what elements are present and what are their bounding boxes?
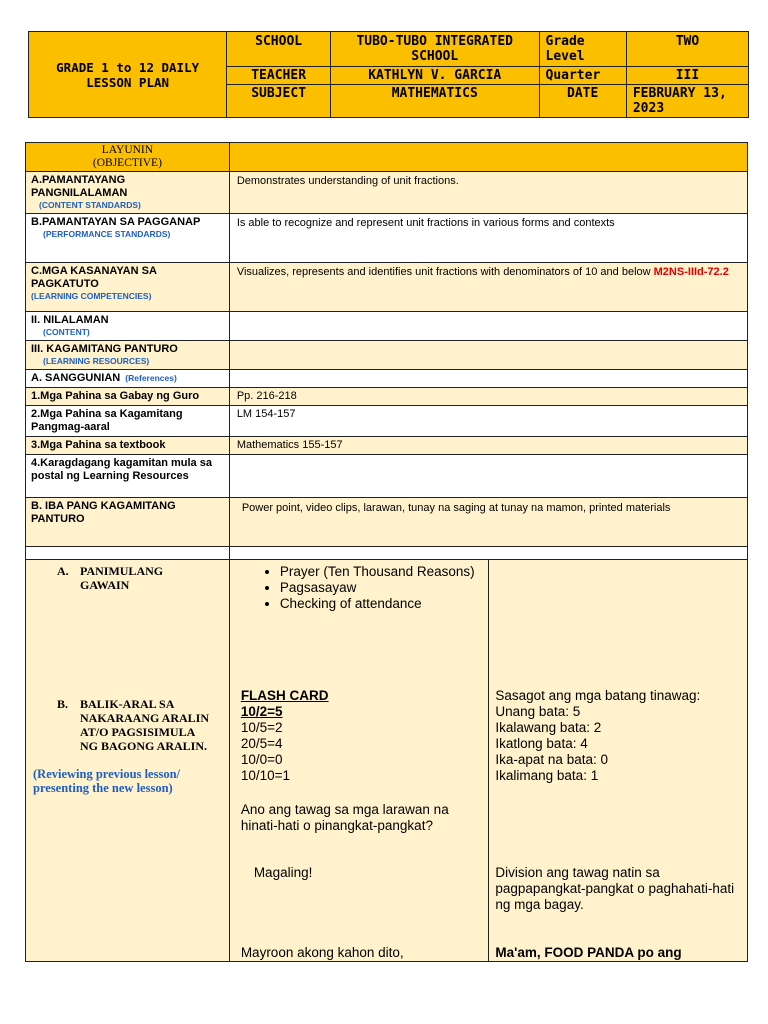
guide-pages-value: Pp. 216-218 (229, 388, 747, 406)
row-sublabel: (CONTENT STANDARDS) (39, 200, 141, 210)
school-label: SCHOOL (227, 32, 331, 67)
guide-pages-label: 1.Mga Pahina sa Gabay ng Guro (26, 388, 230, 406)
subject-label: SUBJECT (227, 85, 331, 118)
learner-material-value: LM 154-157 (229, 406, 747, 437)
teacher-activity-column (229, 560, 489, 962)
objective-title: LAYUNIN (101, 144, 154, 156)
content-label (26, 312, 230, 341)
learning-resources-value (229, 341, 747, 370)
flash-card-item: 10/10=1 (240, 768, 290, 783)
date-label: DATE (539, 85, 626, 118)
subject-value: MATHEMATICS (330, 85, 539, 118)
opening-activity-item: • Checking of attendance (280, 596, 500, 612)
date-value: FEBRUARY 13, 2023 (626, 85, 748, 118)
objective-subtitle: (OBJECTIVE) (92, 157, 162, 169)
references-value (229, 370, 747, 388)
row-label: II. NILALAMAN (31, 314, 109, 326)
learner-material-label: 2.Mga Pahina sa Kagamitang Pangmag-aaral (26, 406, 230, 437)
division-answer: Division ang tawag natin sa pagpapangkat-pangkat o paghahati-hati ng mga bagay. (495, 865, 735, 912)
flash-card-item: 10/5=2 (240, 720, 283, 735)
references-label (26, 370, 230, 388)
additional-materials-label: 4.Karagdagang kagamitan mula sa postal ng Learning Resources (26, 455, 230, 498)
procedure-b (57, 697, 227, 753)
food-panda-answer: Ma'am, FOOD PANDA po ang (495, 945, 682, 960)
procedure-a-label: PANIMULANG GAWAIN (80, 564, 164, 592)
row-sublabel: (LEARNING RESOURCES) (43, 356, 150, 366)
opening-activity-list (230, 564, 500, 612)
row-label: A. SANGGUNIAN (31, 372, 121, 384)
opening-activity-item: • Prayer (Ten Thousand Reasons) (280, 564, 500, 580)
school-value: TUBO-TUBO INTEGRATED SCHOOL (330, 32, 539, 67)
quarter-label: Quarter (539, 67, 626, 85)
row-label: A.PAMANTAYANG PANGNILALAMAN (31, 174, 128, 199)
procedure-labels (26, 560, 230, 962)
row-label: C.MGA KASANAYAN SA PAGKATUTO (31, 265, 157, 290)
objective-heading (26, 143, 230, 172)
flash-card-item: 10/0=0 (240, 752, 283, 767)
box-statement: Mayroon akong kahon dito, (240, 945, 404, 960)
row-sublabel: (LEARNING COMPETENCIES) (31, 291, 152, 301)
quarter-value: III (626, 67, 748, 85)
additional-materials-value (229, 455, 747, 498)
answer-item: Ikatlong bata: 4 (495, 736, 588, 751)
row-label: III. KAGAMITANG PANTURO (31, 343, 178, 355)
row-label: B.PAMANTAYAN SA PAGGANAP (31, 216, 201, 228)
content-value (229, 312, 747, 341)
procedure-b-label: BALIK-ARAL SA NAKARAANG ARALIN AT/O PAGSISIMULA NG BAGONG ARALIN. (80, 697, 210, 753)
praise-text: Magaling! (253, 865, 313, 880)
procedure-a-number: A. (57, 564, 69, 578)
student-response-column (489, 560, 748, 962)
flash-card-item: 20/5=4 (240, 736, 283, 751)
competency-text: Visualizes, represents and identifies unit fractions with denominators of 10 and below (236, 266, 654, 278)
competency-code: M2NS-IIId-72.2 (653, 266, 729, 278)
answers-block (495, 688, 735, 784)
lesson-plan-table (25, 142, 748, 962)
procedure-b-number: B. (57, 697, 69, 711)
teacher-value: KATHLYN V. GARCIA (330, 67, 539, 85)
answer-item: Ika-apat na bata: 0 (495, 752, 608, 767)
header-table (28, 31, 749, 118)
opening-activity-item: • Pagsasayaw (280, 580, 500, 596)
answer-item: Ikalimang bata: 1 (495, 768, 599, 783)
spacer-cell (26, 547, 230, 560)
learning-competencies-label (26, 263, 230, 312)
flash-card-block (241, 688, 481, 784)
learning-competencies-value (229, 263, 747, 312)
answer-item: Ikalawang bata: 2 (495, 720, 602, 735)
other-materials-value: Power point, video clips, larawan, tunay na saging at tunay na mamon, printed materials (229, 498, 747, 547)
procedure-a (57, 564, 222, 592)
answer-item: Unang bata: 5 (495, 704, 581, 719)
teacher-label: TEACHER (227, 67, 331, 85)
spacer-cell (229, 547, 747, 560)
question-text: Ano ang tawag sa mga larawan na hinati-hati o pinangkat-pangkat? (240, 802, 449, 833)
textbook-pages-value: Mathematics 155-157 (229, 437, 747, 455)
answers-intro: Sasagot ang mga batang tinawag: (495, 688, 701, 703)
flash-card-item: 10/2=5 (240, 704, 283, 719)
flash-card-title: FLASH CARD (240, 688, 329, 703)
content-standards-label (26, 172, 230, 214)
row-sublabel: (CONTENT) (43, 327, 90, 337)
grade-label: Grade Level (539, 32, 626, 67)
objective-heading-fill (229, 143, 747, 172)
row-sublabel: (References) (125, 373, 177, 383)
grade-value: TWO (626, 32, 748, 67)
learning-resources-label (26, 341, 230, 370)
content-standards-value: Demonstrates understanding of unit fractions. (229, 172, 747, 214)
row-sublabel: (PERFORMANCE STANDARDS) (43, 229, 171, 239)
other-materials-label: B. IBA PANG KAGAMITANG PANTURO (26, 498, 230, 547)
plan-title: GRADE 1 to 12 DAILY LESSON PLAN (29, 32, 227, 118)
procedure-b-sublabel: (Reviewing previous lesson/ presenting the new lesson) (33, 767, 180, 795)
performance-standards-label (26, 214, 230, 263)
performance-standards-value: Is able to recognize and represent unit fractions in various forms and contexts (229, 214, 747, 263)
textbook-pages-label: 3.Mga Pahina sa textbook (26, 437, 230, 455)
